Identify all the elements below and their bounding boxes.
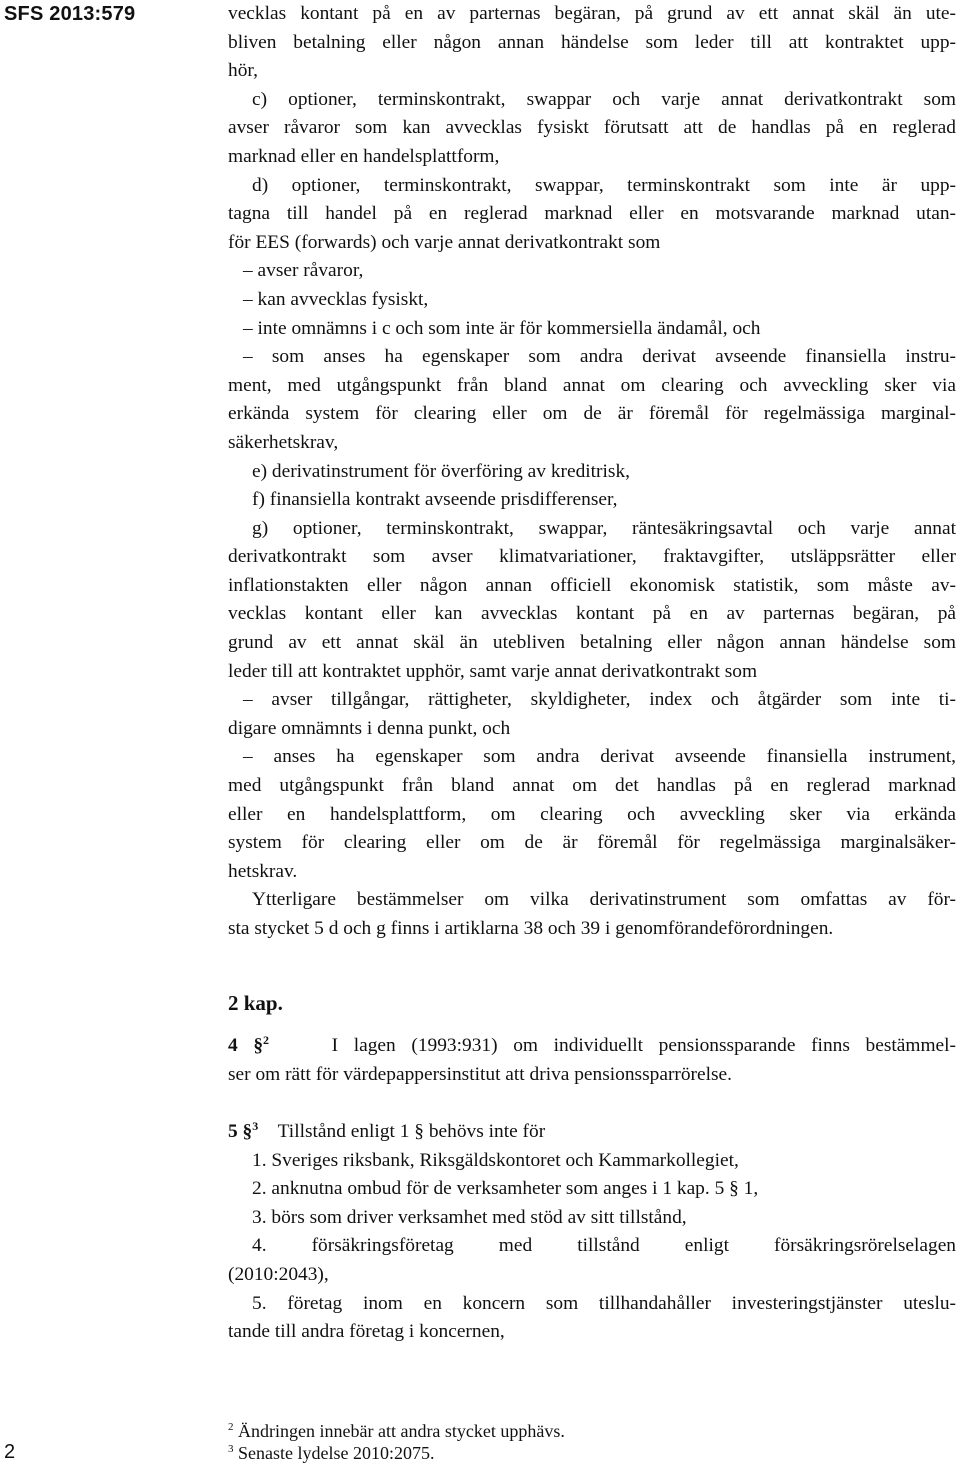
- section-5-intro: 5 §$^3$ Tillstånd enligt 1 § behövs inte för: [228, 1119, 546, 1142]
- text-line: vecklas kontant på en av parternas begäran, på grund av ett annat skäl än ute-: [228, 3, 956, 24]
- dash-item: – som anses ha egenskaper som andra derivat avseende finansiella instru-: [243, 346, 956, 368]
- text-line: Ytterligare bestämmelser om vilka derivatinstrument som omfattas av för-: [252, 889, 956, 911]
- list-item: 1. Sveriges riksbank, Riksgäldskontoret och Kammarkollegiet,: [252, 1149, 739, 1171]
- sfs-number: SFS 2013:579: [4, 3, 136, 25]
- text-line: med utgångspunkt från bland annat om det handlas på en reglerad marknad: [228, 775, 956, 797]
- list-item: 5. företag inom en koncern som tillhandahåller investeringstjänster uteslu-: [252, 1292, 956, 1314]
- list-item: (2010:2043),: [228, 1263, 329, 1285]
- text-line: inflationstakten eller någon annan officiell ekonomisk statistik, som måste av-: [228, 574, 956, 596]
- text-line: f) finansiella kontrakt avseende prisdifferenser,: [252, 489, 618, 511]
- text-line: ment, med utgångspunkt från bland annat om clearing och avveckling sker via: [228, 374, 956, 396]
- text-line: system för clearing eller om de är föremål för regelmässiga marginalsäker-: [228, 832, 956, 854]
- dash-item: – avser råvaror,: [243, 260, 364, 282]
- text-line: c) optioner, terminskontrakt, swappar och varje annat derivatkontrakt som: [252, 88, 956, 110]
- text-line: digare omnämnts i denna punkt, och: [228, 717, 511, 739]
- footnote: $^3$ Senaste lydelse 2010:2075.: [228, 1443, 435, 1463]
- text-line: d) optioner, terminskontrakt, swappar, terminskontrakt som inte är upp-: [252, 174, 956, 196]
- section-4-number: 4 §$^2$: [228, 1033, 270, 1056]
- list-item: 3. börs som driver verksamhet med stöd av sitt tillstånd,: [252, 1206, 687, 1228]
- text-line: eller en handelsplattform, om clearing och avveckling sker via erkända: [228, 803, 956, 825]
- text-line: hetskrav.: [228, 860, 298, 882]
- text-line: hör,: [228, 60, 258, 82]
- text-line: sta stycket 5 d och g finns i artiklarna 38 och 39 i genomförandeförordningen.: [228, 918, 834, 939]
- dash-item: – inte omnämns i c och som inte är för kommersiella ändamål, och: [243, 317, 761, 339]
- footnote-ref: 3: [252, 1119, 259, 1133]
- text-line: marknad eller en handelsplattform,: [228, 145, 500, 167]
- section-5-number: 5 §$^3$: [228, 1119, 259, 1142]
- text-line: erkända system för clearing eller om de är föremål för regelmässiga marginal-: [228, 403, 956, 425]
- footnote-ref: 2: [263, 1033, 270, 1047]
- text-line: leder till att kontraktet upphör, samt varje annat derivatkontrakt som: [228, 660, 758, 682]
- list-item: tande till andra företag i koncernen,: [228, 1321, 505, 1343]
- text-line: g) optioner, terminskontrakt, swappar, räntesäkringsavtal och varje annat: [252, 517, 956, 539]
- text-line: grund av ett annat skäl än utebliven betalning eller någon annan händelse som: [228, 632, 956, 654]
- list-item: 2. anknutna ombud för de verksamheter som anges i 1 kap. 5 § 1,: [252, 1178, 759, 1200]
- text-line: för EES (forwards) och varje annat derivatkontrakt som: [228, 231, 661, 253]
- dash-item: – kan avvecklas fysiskt,: [243, 288, 429, 310]
- main-text: [228, 0, 956, 944]
- dash-item: – anses ha egenskaper som andra derivat avseende finansiella instrument,: [243, 746, 956, 768]
- text-line: säkerhetskrav,: [228, 431, 339, 453]
- text-line: bliven betalning eller någon annan händelse som leder till att kontraktet upp-: [228, 31, 956, 53]
- section-4: [228, 1032, 956, 1089]
- text-line: avser råvaror som kan avvecklas fysiskt förutsatt att de handlas på en reglerad: [228, 117, 956, 139]
- text-line: vecklas kontant eller kan avvecklas kontant på en av parternas begäran, på: [228, 603, 956, 625]
- footnotes: [228, 1420, 956, 1464]
- section-4-line-2: ser om rätt för värdepappersinstitut att driva pensionssparrörelse.: [228, 1063, 733, 1085]
- text-line: derivatkontrakt som avser klimatvariationer, fraktavgifter, utsläppsrätter eller: [228, 546, 956, 568]
- dash-item: – avser tillgångar, rättigheter, skyldigheter, index och åtgärder som inte ti-: [243, 689, 956, 711]
- list-item: 4. försäkringsföretag med tillstånd enligt försäkringsrörelselagen: [252, 1235, 956, 1257]
- chapter-heading: 2 kap.: [228, 991, 283, 1015]
- text-line: tagna till handel på en reglerad marknad eller en motsvarande marknad utan-: [228, 203, 956, 225]
- section-4-line-1: 4 §$^2$ I lagen (1993:931) om individuellt pensionssparande finns bestämmel-: [228, 1033, 956, 1056]
- page-number: 2: [4, 1441, 16, 1463]
- footnote: $^2$ Ändringen innebär att andra stycket upphävs.: [228, 1421, 565, 1441]
- text-line: e) derivatinstrument för överföring av kreditrisk,: [252, 460, 630, 482]
- section-5: [228, 1118, 956, 1347]
